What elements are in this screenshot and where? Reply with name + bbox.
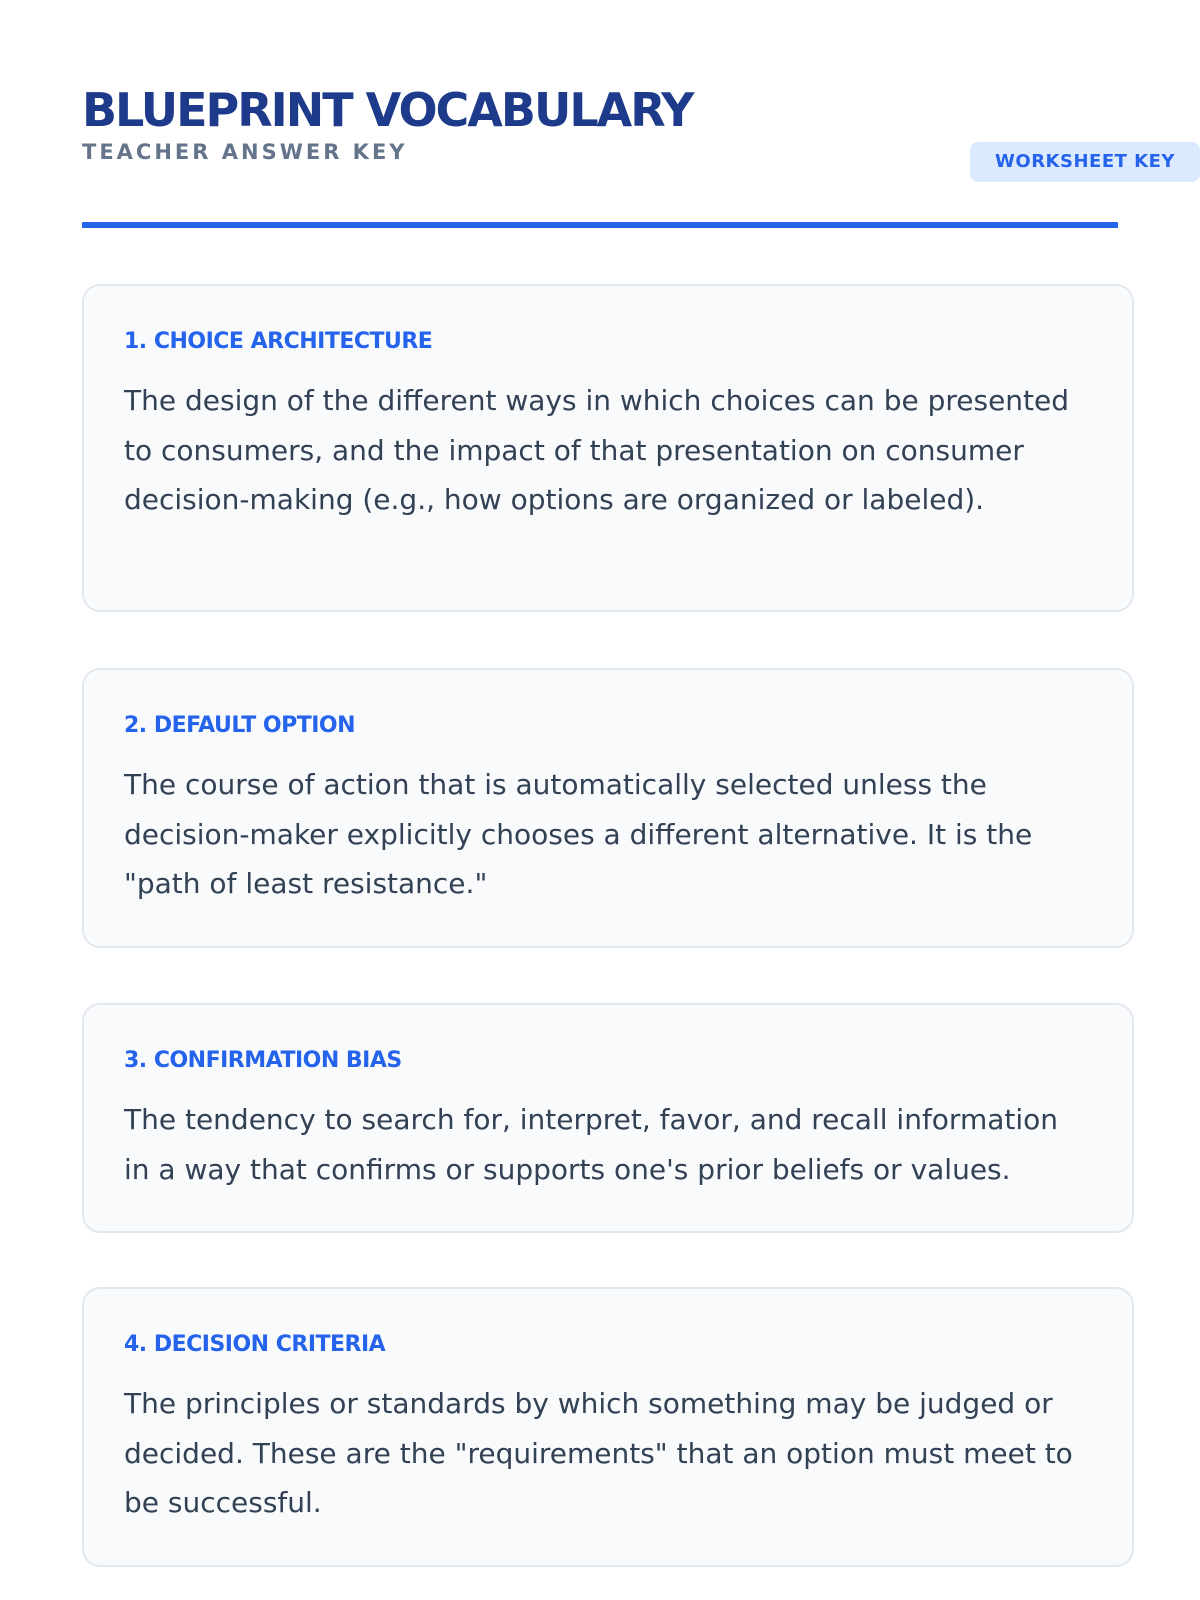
header-divider: [82, 222, 1118, 228]
term-card-choice-architecture: [82, 284, 1134, 612]
header: [82, 0, 1118, 164]
term-definition: The tendency to search for, interpret, favor, and recall information in a way that confirms or supports one's prior beliefs or values.: [124, 1103, 1059, 1186]
term-definition: The design of the different ways in which choices can be presented to consumers, and the impact of that presentation on consumer decision-making (e.g., how options are organized or labeled).: [124, 384, 1070, 516]
term-card-default-option: [82, 668, 1134, 948]
term-card-confirmation-bias: [82, 1003, 1134, 1233]
term-heading: 4. DECISION CRITERIA: [124, 1332, 386, 1357]
term-heading: 2. DEFAULT OPTION: [124, 713, 356, 738]
page-subtitle: TEACHER ANSWER KEY: [82, 140, 408, 164]
term-definition: The principles or standards by which something may be judged or decided. These are the "requirements" that an option must meet to be successful.: [124, 1387, 1073, 1519]
page-title: BLUEPRINT VOCABULARY: [82, 83, 693, 137]
term-definition: The course of action that is automatically selected unless the decision-maker explicitly chooses a different alternative. It is the "path of least resistance.": [124, 768, 1033, 900]
term-card-decision-criteria: [82, 1287, 1134, 1567]
term-heading: 3. CONFIRMATION BIAS: [124, 1048, 402, 1073]
term-heading: 1. CHOICE ARCHITECTURE: [124, 329, 433, 354]
worksheet-key-badge: WORKSHEET KEY: [970, 142, 1200, 182]
